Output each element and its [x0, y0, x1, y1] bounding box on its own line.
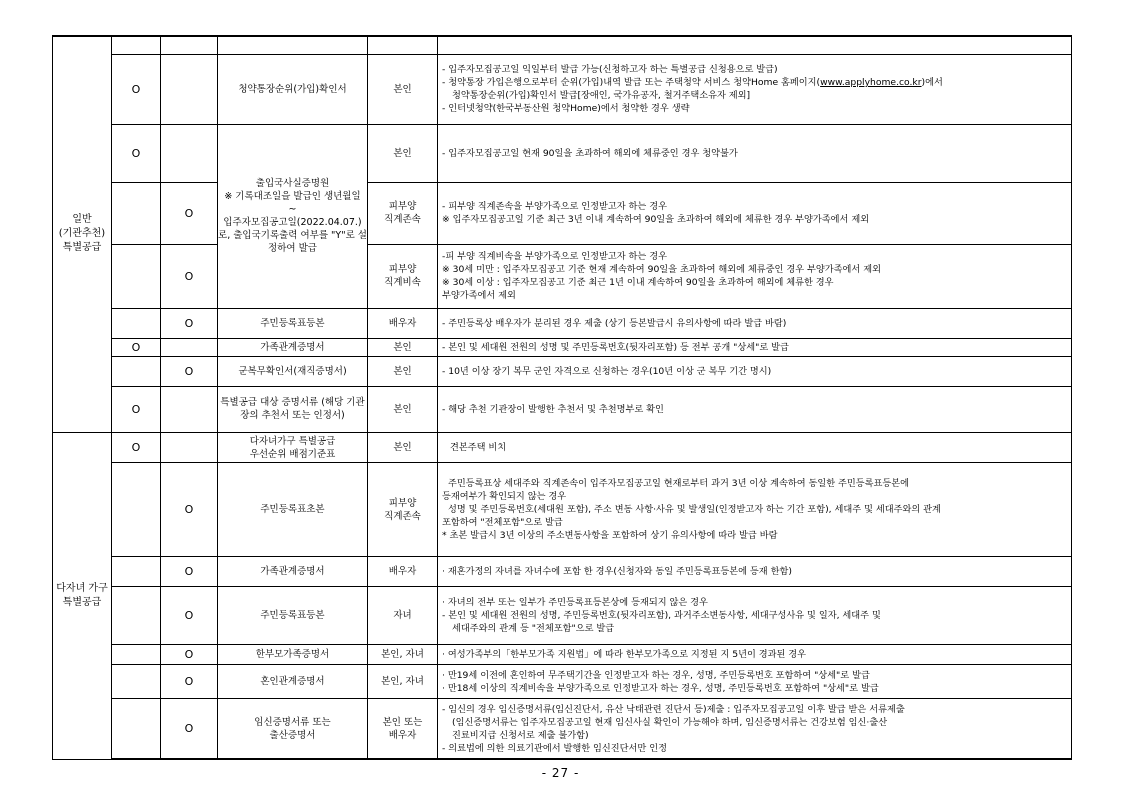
- table-row: [53, 645, 1072, 665]
- required-mark: [112, 308, 161, 338]
- issuer: 본인, 자녀: [368, 665, 438, 699]
- note-line: 진료비지급 신청서로 제출 불가함): [452, 729, 589, 741]
- required-mark: [112, 699, 161, 759]
- issuer: 본인: [368, 54, 438, 124]
- document-name-text: 임신증명서류 또는 출산증명서: [254, 716, 331, 741]
- required-mark: [112, 356, 161, 386]
- issuer: 자녀: [368, 587, 438, 645]
- applyhome-link[interactable]: www.applyhome.co.kr: [820, 77, 922, 89]
- required-mark: [112, 244, 161, 308]
- table-row: [53, 124, 1072, 182]
- notes: [438, 338, 1072, 356]
- table-row: [53, 356, 1072, 386]
- notes: [438, 699, 1072, 759]
- category-general: [53, 36, 112, 432]
- conditional-mark: [161, 432, 218, 462]
- required-mark: [112, 645, 161, 665]
- document-name: 청약통장순위(가입)확인서: [218, 54, 368, 124]
- note-line: 주민등록표상 세대주와 직계존속이 입주자모집공고일 현재로부터 과거 3년 이상 계속하여 동일한 주민등록표등본에: [448, 478, 910, 490]
- note-line: 성명 및 주민등록번호(세대원 포함), 주소 변동 사항·사유 및 발생일(인정받고자 하는 기간 포함), 세대주 및 세대주와의 관계: [448, 504, 941, 516]
- issuer-text: 피부양 직계존속: [384, 497, 421, 522]
- conditional-mark: O: [161, 645, 218, 665]
- document-requirements-table: [52, 35, 1072, 760]
- document-name: [218, 124, 368, 308]
- issuer-text: 피부양 직계비속: [384, 264, 421, 289]
- note-line: (임신증명서류는 입주자모집공고일 현재 임신사실 확인이 가능해야 하며, 임신증명서류는 건강보험 임신·출산: [452, 716, 888, 728]
- document-name-text: 다자녀가구 특별공급 우선순위 배점기준표: [249, 435, 336, 460]
- required-mark: [112, 587, 161, 645]
- issuer: [368, 463, 438, 557]
- note-line: - 입주자모집공고일 현재 90일을 초과하여 해외에 체류중인 경우 청약불가: [442, 147, 738, 159]
- table-row: [53, 36, 1072, 54]
- conditional-mark: O: [161, 244, 218, 308]
- notes: [438, 587, 1072, 645]
- document-name: 가족관계증명서: [218, 557, 368, 587]
- conditional-mark: O: [161, 665, 218, 699]
- note-line: - 주민등록상 배우자가 분리된 경우 제출 (상기 등본발급시 유의사항에 따라 발급 바람): [442, 317, 787, 329]
- note-line: 등재여부가 확인되지 않는 경우: [442, 491, 567, 503]
- document-name: [218, 36, 368, 54]
- category-multichild: [53, 432, 112, 759]
- table-row: [53, 699, 1072, 759]
- conditional-mark: O: [161, 356, 218, 386]
- issuer: 배우자: [368, 308, 438, 338]
- issuer-text: 피부양 직계존속: [384, 201, 421, 226]
- required-mark: [112, 557, 161, 587]
- conditional-mark: O: [161, 182, 218, 244]
- notes: [438, 182, 1072, 244]
- note-line: - 해당 추천 기관장이 발행한 추천서 및 추천명부로 확인: [442, 403, 664, 415]
- note-line: - 청약통장 가입은행으로부터 순위(가입)내역 발급 또는 주택청약 서비스 청약Home 홈페이지(www.applyhome.co.kr)에서: [442, 77, 943, 89]
- table-row: [53, 432, 1072, 462]
- notes: [438, 665, 1072, 699]
- document-name: 주민등록표초본: [218, 463, 368, 557]
- conditional-mark: [161, 36, 218, 54]
- document-name: [218, 699, 368, 759]
- table-row: [53, 665, 1072, 699]
- document-name: 주민등록표등본: [218, 308, 368, 338]
- required-mark: O: [112, 54, 161, 124]
- document-name-text: 출입국사실증명원 ※ 기록대조일을 발급인 생년월일 ~ 입주자모집공고일(2022.04.07.)로, 출입국기록출력 여부를 "Y"로 설정하여 발급: [218, 178, 367, 255]
- issuer: 본인: [368, 432, 438, 462]
- issuer: [368, 244, 438, 308]
- note-line: - 임신의 경우 임신증명서류(임신진단서, 유산 낙태관련 진단서 등)제출 : 입주자모집공고일 이후 발급 받은 서류제출: [442, 703, 905, 715]
- conditional-mark: O: [161, 557, 218, 587]
- note-line: ※ 입주자모집공고일 기준 최근 3년 이내 계속하여 90일을 초과하여 해외에 체류한 경우 부양가족에서 제외: [442, 214, 870, 226]
- required-mark: [112, 36, 161, 54]
- table-row: [53, 182, 1072, 244]
- notes: [438, 557, 1072, 587]
- issuer: 본인, 자녀: [368, 645, 438, 665]
- issuer: 본인: [368, 356, 438, 386]
- note-line: - 10년 이상 장기 복무 군인 자격으로 신청하는 경우(10년 이상 군 복무 기간 명시): [442, 365, 772, 377]
- note-line: · 자녀의 전부 또는 일부가 주민등록표등본상에 등재되지 않은 경우: [442, 597, 708, 609]
- page-number: - 27 -: [541, 766, 580, 780]
- note-line: - 입주자모집공고일 익일부터 발급 가능(신청하고자 하는 특별공급 신청용으로 발급): [442, 64, 778, 76]
- document-name: 특별공급 대상 증명서류 (해당 기관장의 추천서 또는 인정서): [218, 386, 368, 432]
- table-row: [53, 54, 1072, 124]
- note-line: · 만19세 이전에 혼인하여 무주택기간을 인정받고자 하는 경우, 성명, 주민등록번호 포함하여 "상세"로 발급: [442, 669, 870, 681]
- document-name: [218, 432, 368, 462]
- note-line: 부양가족에서 제외: [442, 290, 516, 302]
- note-line: · 재혼가정의 자녀를 자녀수에 포함 한 경우(신청자와 동일 주민등록표등본에 등재 한함): [442, 566, 792, 578]
- required-mark: O: [112, 432, 161, 462]
- notes: [438, 432, 1072, 462]
- note-line: - 본인 및 세대원 전원의 성명 및 주민등록번호(뒷자리포함) 등 전부 공개 "상세"로 발급: [442, 341, 789, 353]
- note-line: 견본주택 비치: [450, 442, 507, 453]
- note-line: - 인터넷청약(한국부동산원 청약Home)에서 청약한 경우 생략: [442, 103, 690, 115]
- note-line: - 본인 및 세대원 전원의 성명, 주민등록번호(뒷자리포함), 과거주소변동사항, 세대구성사유 및 일자, 세대주 및: [442, 610, 881, 622]
- required-mark: [112, 182, 161, 244]
- issuer: [368, 36, 438, 54]
- category-label: 일반 (기관추천) 특별공급: [58, 214, 106, 254]
- notes: [438, 463, 1072, 557]
- note-line: 청약통장순위(가입)확인서 발급[장애인, 국가유공자, 철거주택소유자 제외]: [452, 90, 751, 102]
- notes: [438, 36, 1072, 54]
- issuer: [368, 699, 438, 759]
- note-line: - 의료법에 의한 의료기관에서 발행한 임신진단서만 인정: [442, 742, 667, 754]
- document-name: 가족관계증명서: [218, 338, 368, 356]
- required-mark: O: [112, 386, 161, 432]
- note-line: ※ 30세 미만 : 입주자모집공고 기준 현재 계속하여 90일을 초과하여 해외에 체류중인 경우 부양가족에서 제외: [442, 264, 881, 276]
- notes: [438, 54, 1072, 124]
- document-name: 한부모가족증명서: [218, 645, 368, 665]
- document-name: 군복무확인서(재직증명서): [218, 356, 368, 386]
- issuer-text: 본인 또는 배우자: [382, 716, 423, 741]
- table-row: [53, 338, 1072, 356]
- notes: [438, 124, 1072, 182]
- document-name: 혼인관계증명서: [218, 665, 368, 699]
- required-mark: [112, 463, 161, 557]
- issuer: 본인: [368, 124, 438, 182]
- conditional-mark: O: [161, 463, 218, 557]
- notes: [438, 645, 1072, 665]
- notes: [438, 386, 1072, 432]
- issuer: 배우자: [368, 557, 438, 587]
- table-row: [53, 557, 1072, 587]
- table-row: [53, 386, 1072, 432]
- conditional-mark: O: [161, 308, 218, 338]
- note-line: - 피부양 직계존속을 부양가족으로 인정받고자 하는 경우: [442, 201, 667, 213]
- table-row: [53, 244, 1072, 308]
- required-mark: O: [112, 124, 161, 182]
- required-mark: O: [112, 338, 161, 356]
- issuer: 본인: [368, 338, 438, 356]
- table-row: [53, 463, 1072, 557]
- conditional-mark: [161, 124, 218, 182]
- issuer: 본인: [368, 386, 438, 432]
- table-row: [53, 308, 1072, 338]
- conditional-mark: [161, 54, 218, 124]
- conditional-mark: O: [161, 587, 218, 645]
- note-line: ※ 30세 이상 : 입주자모집공고 기준 최근 1년 이내 계속하여 90일을 초과하여 해외에 체류한 경우: [442, 277, 834, 289]
- notes: [438, 308, 1072, 338]
- note-line: · 여성가족부의「한부모가족 지원법」에 따라 한부모가족으로 지정된 지 5년이 경과된 경우: [442, 649, 807, 661]
- category-label: 다자녀 가구 특별공급: [56, 582, 108, 608]
- required-mark: [112, 665, 161, 699]
- note-line: 세대주와의 관계 등 "전체포함"으로 발급: [452, 623, 615, 635]
- notes: [438, 356, 1072, 386]
- notes: [438, 244, 1072, 308]
- note-line: 포함하여 "전체포함"으로 발급: [442, 517, 563, 529]
- table-row: [53, 587, 1072, 645]
- note-line: · 만18세 이상의 직계비속을 부양가족으로 인정받고자 하는 경우, 성명, 주민등록번호 포함하여 "상세"로 발급: [442, 682, 879, 694]
- conditional-mark: [161, 338, 218, 356]
- note-line: * 초본 발급시 3년 이상의 주소변동사항을 포함하여 상기 유의사항에 따라 발급 바람: [442, 530, 778, 542]
- note-line: -피 부양 직계비속을 부양가족으로 인정받고자 하는 경우: [442, 251, 667, 263]
- document-name: 주민등록표등본: [218, 587, 368, 645]
- conditional-mark: [161, 386, 218, 432]
- issuer: [368, 182, 438, 244]
- conditional-mark: O: [161, 699, 218, 759]
